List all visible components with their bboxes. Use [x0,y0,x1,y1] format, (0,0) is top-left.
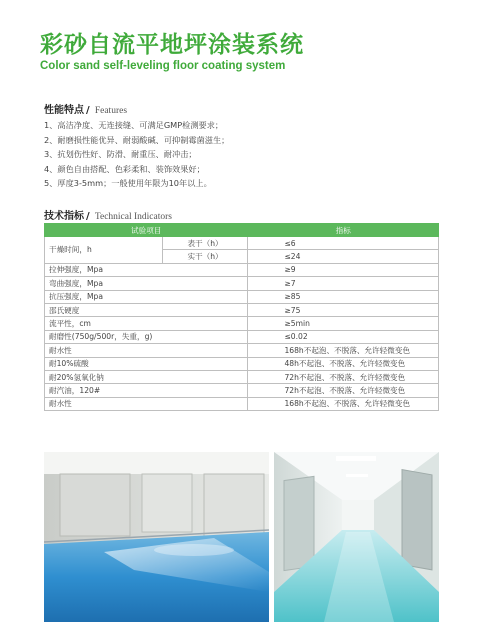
technical-indicators-table [44,223,439,411]
features-heading-en: Features [94,106,128,116]
row-item: 拉伸强度，Mpa [45,263,248,276]
hard-dry-label: 实干（h） [162,250,248,263]
row-item: 流平性，cm [45,317,248,330]
features-heading: 性能特点 / Features [44,105,128,116]
row-value: 168h不起泡、不脱落、允许轻微变色 [248,397,439,410]
features-heading-cn: 性能特点 [44,105,84,116]
table-row [45,397,439,410]
row-item: 耐20%氢氧化钠 [45,370,248,383]
feature-item: 3、抗划伤性好、防滑、耐重压、耐冲击； [44,149,197,160]
table-row [45,303,439,316]
row-item: 耐水性 [45,344,248,357]
feature-item: 2、耐磨损性能优异、耐弱酸碱、可抑制霉菌滋生； [44,134,230,145]
page-title: 彩砂自流平地坪涂装系统 [40,32,304,58]
table-row [45,317,439,330]
drying-time-label: 干燥时间，h [45,237,163,264]
table-row [45,344,439,357]
row-value: 72h不起泡、不脱落、允许轻微变色 [248,384,439,397]
row-value: ≥75 [248,303,439,316]
row-item: 邵氏硬度 [45,303,248,316]
table-row [45,290,439,303]
surface-dry-label: 表干（h） [162,237,248,250]
indicators-heading: 技术指标 / Technical Indicators [44,211,172,222]
table-row [45,330,439,343]
table-row [45,370,439,383]
row-item: 抗压强度，Mpa [45,290,248,303]
column-header-item: 试验项目 [45,224,248,237]
feature-item: 5、厚度3-5mm；一般使用年限为10年以上。 [44,178,212,189]
table-row [45,263,439,276]
surface-dry-value: ≤6 [248,237,439,250]
row-item: 弯曲强度，Mpa [45,277,248,290]
feature-item: 4、颜色自由搭配、色彩柔和、装饰效果好； [44,163,205,174]
row-value: ≥9 [248,263,439,276]
table-row [45,237,439,250]
indicators-heading-cn: 技术指标 [44,211,84,222]
table-row [45,384,439,397]
row-value: ≥7 [248,277,439,290]
row-item: 耐磨性(750g/500r，失重，g) [45,330,248,343]
row-value: 48h不起泡、不脱落、允许轻微变色 [248,357,439,370]
column-header-value: 指标 [248,224,439,237]
page-subtitle: Color sand self-leveling floor coating system [40,60,286,72]
row-value: ≥85 [248,290,439,303]
row-item: 耐10%硫酸 [45,357,248,370]
row-item: 耐汽油，120# [45,384,248,397]
row-value: ≤0.02 [248,330,439,343]
row-value: ≥5min [248,317,439,330]
feature-item: 1、高洁净度、无连接缝、可满足GMP检测要求； [44,120,224,130]
blue-floor-room-photo [44,452,269,622]
table-row [45,357,439,370]
features-list [44,118,229,191]
row-item: 耐水性 [45,397,248,410]
hard-dry-value: ≤24 [248,250,439,263]
indicators-heading-en: Technical Indicators [94,212,172,222]
row-value: 72h不起泡、不脱落、允许轻微变色 [248,370,439,383]
row-value: 168h不起泡、不脱落、允许轻微变色 [248,344,439,357]
table-row [45,277,439,290]
corridor-floor-photo [274,452,439,622]
table-header-row [45,224,439,237]
